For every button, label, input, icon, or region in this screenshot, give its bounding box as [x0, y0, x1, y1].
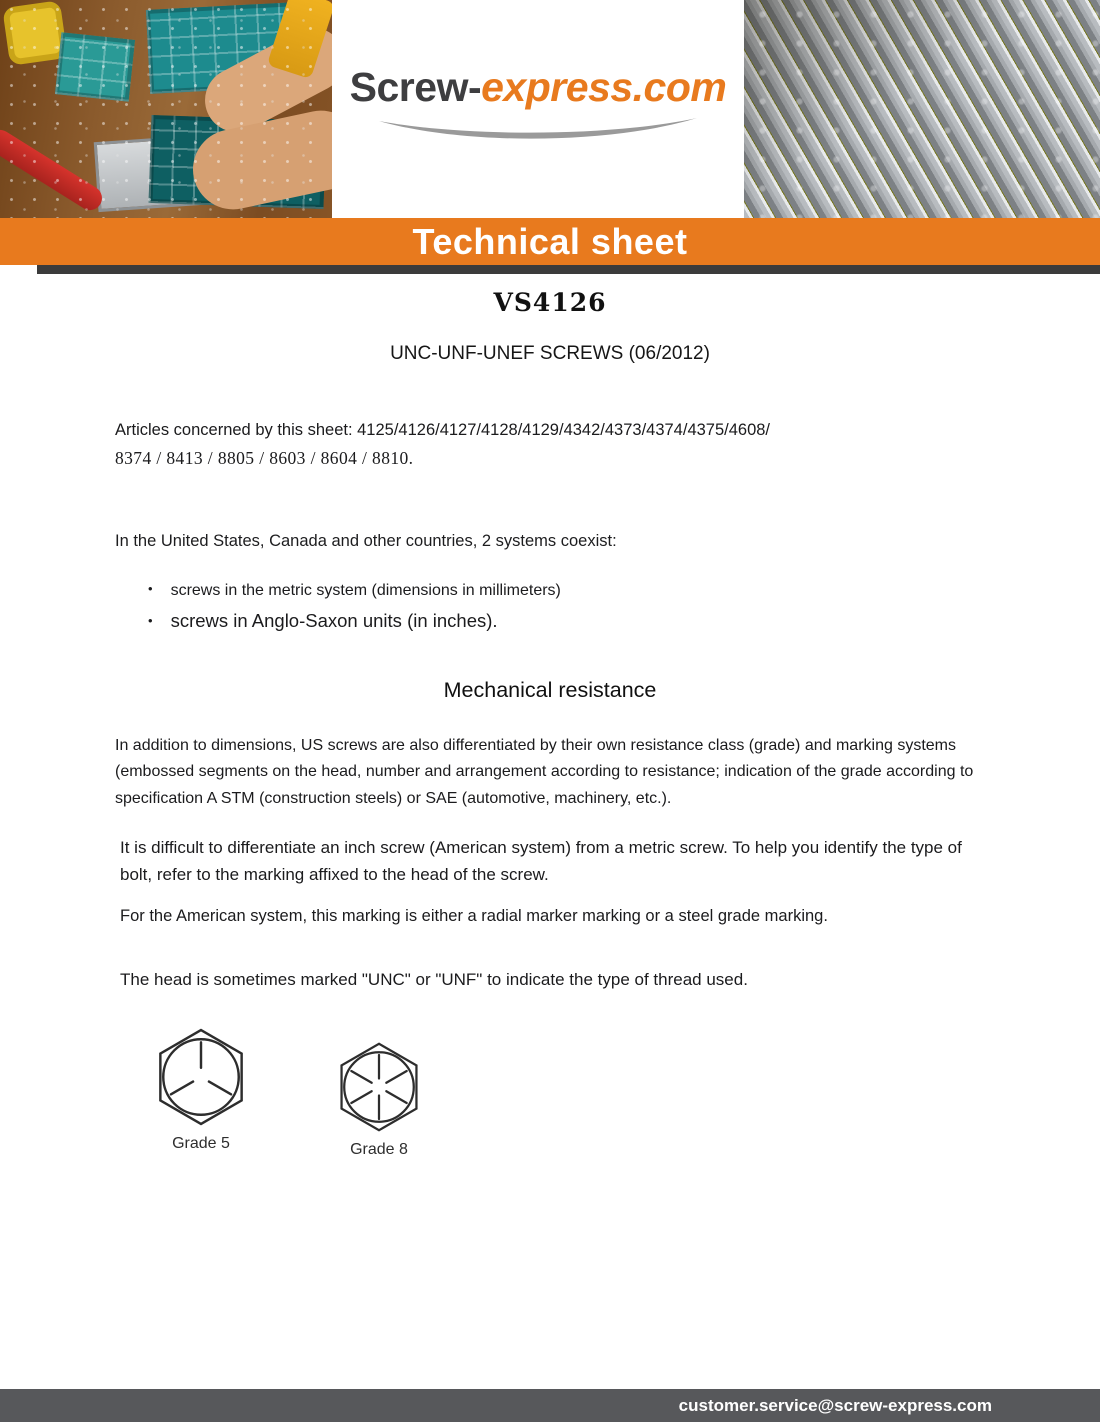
grade5-figure: [150, 1026, 252, 1153]
document-body: [0, 288, 1100, 1159]
articles-paragraph: [115, 417, 1030, 472]
intro-paragraph: In the United States, Canada and other countries, 2 systems coexist:: [115, 532, 617, 551]
banner: [0, 218, 1100, 265]
systems-list: [148, 577, 1100, 636]
paragraph-marking-types: For the American system, this marking is either a radial marker marking or a steel grade marking.: [120, 906, 828, 925]
logo-text-screw: Screw-: [349, 63, 482, 110]
paragraph-resistance-classes: In addition to dimensions, US screws are also differentiated by their own resistance class (grade) and marking systems (embossed segments on the head, number and arrangement according to resistance; indication of the grade according to specification A STM (construction steels) or SAE (automotive, machinery, etc.).: [115, 737, 974, 807]
sheet-code: VS4126: [493, 288, 607, 317]
sheet-title: UNC-UNF-UNEF SCREWS (06/2012): [390, 343, 710, 364]
grade5-label: Grade 5: [172, 1134, 230, 1152]
paragraph-head-marking: The head is sometimes marked "UNC" or "UNF" to indicate the type of thread used.: [120, 969, 748, 989]
divider-bar: [37, 265, 1100, 274]
list-item: • screws in the metric system (dimensions in millimeters): [148, 577, 1100, 604]
paragraph-identify-bolt: It is difficult to differentiate an inch screw (American system) from a metric screw. To help you identify the type of bolt, refer to the marking affixed to the head of the screw.: [120, 838, 962, 885]
logo: [332, 0, 744, 218]
grade5-hex-head-icon: [150, 1026, 252, 1133]
logo-swoosh-icon: [373, 115, 703, 141]
grade-diagrams: [150, 1026, 1100, 1159]
articles-line1: Articles concerned by this sheet: 4125/4126/4127/4128/4129/4342/4373/4374/4375/4608/: [115, 421, 771, 439]
logo-text-express: express.com: [481, 63, 727, 110]
parts-tray: [55, 32, 135, 101]
grade8-label: Grade 8: [350, 1140, 408, 1158]
workbench-photo: [0, 0, 332, 218]
screwdriver: [0, 125, 106, 214]
articles-line2: 8374 / 8413 / 8805 / 8603 / 8604 / 8810.: [115, 447, 414, 468]
footer: [0, 1389, 1100, 1422]
grade8-figure: [332, 1040, 426, 1159]
grade8-hex-head-icon: [332, 1040, 426, 1139]
screws-pile-photo: [744, 0, 1100, 218]
list-item: • screws in Anglo-Saxon units (in inches).: [148, 605, 1100, 636]
section-heading: Mechanical resistance: [443, 678, 657, 703]
banner-title: Technical sheet: [412, 220, 688, 262]
header: [0, 0, 1100, 218]
logo-text: [350, 64, 727, 111]
footer-email: customer.service@screw-express.com: [678, 1396, 992, 1415]
